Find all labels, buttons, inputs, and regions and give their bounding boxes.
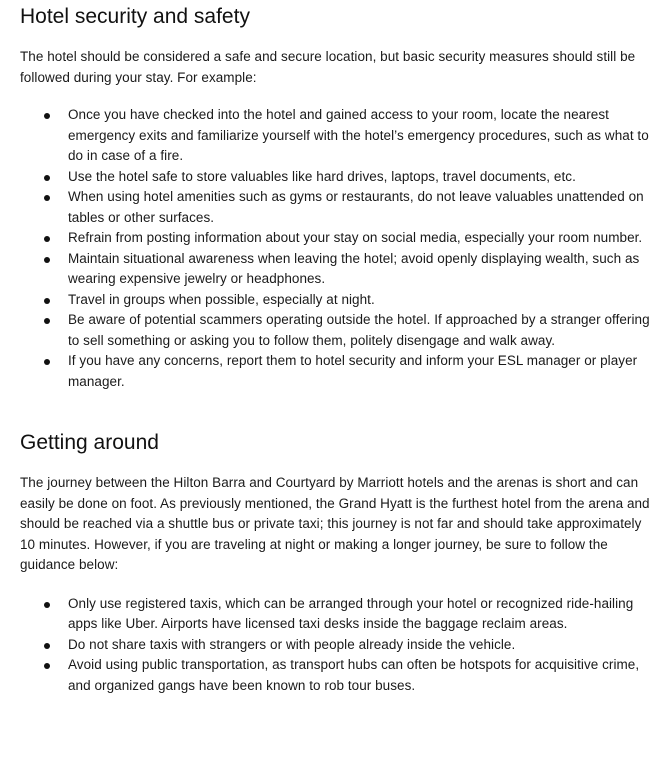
bullet-icon <box>44 643 50 649</box>
list-item-text: Refrain from posting information about your stay on social media, especially your room number. <box>68 230 643 245</box>
bullet-icon <box>44 113 50 119</box>
bullet-icon <box>44 257 50 263</box>
list-item-text: Travel in groups when possible, especially at night. <box>68 291 375 307</box>
list-item-text: When using hotel amenities such as gyms or restaurants, do not leave valuables unattended on tables or other surfaces. <box>68 189 644 225</box>
section-getting-around <box>20 430 650 696</box>
bullet-icon <box>44 175 50 181</box>
bullet-icon <box>44 236 50 242</box>
document-page <box>20 0 650 696</box>
list-item <box>20 105 650 167</box>
section-hotel-security <box>20 4 650 392</box>
list-item-text: If you have any concerns, report them to hotel security and inform your ESL manager or player manager. <box>68 353 638 389</box>
list-item <box>20 655 650 696</box>
list-item-text: Only use registered taxis, which can be arranged through your hotel or recognized ride-hailing apps like Uber. Airports have licensed taxi desks inside the baggage reclaim areas. <box>68 595 634 631</box>
list-item <box>20 290 650 311</box>
list-item <box>20 228 650 249</box>
list-item-text: Once you have checked into the hotel and gained access to your room, locate the nearest emergency exits and familiarize yourself with the hotel’s emergency procedures, such as what to do in case of a fire. <box>68 107 649 163</box>
list-item-text: Use the hotel safe to store valuables like hard drives, laptops, travel documents, etc. <box>68 168 576 184</box>
list-item <box>20 635 650 656</box>
bullet-icon <box>44 195 50 201</box>
section-title: Hotel security and safety <box>20 5 250 28</box>
bullet-icon <box>44 318 50 324</box>
list-item <box>20 594 650 635</box>
list-item-text: Maintain situational awareness when leaving the hotel; avoid openly displaying wealth, such as wearing expensive jewelry or headphones. <box>68 250 640 286</box>
list-item <box>20 310 650 351</box>
bullet-list <box>20 105 650 392</box>
bullet-icon <box>44 359 50 365</box>
section-title: Getting around <box>20 431 159 454</box>
list-item-text: Avoid using public transportation, as transport hubs can often be hotspots for acquisitive crime, and organized gangs have been known to rob tour buses. <box>68 657 640 693</box>
list-item <box>20 249 650 290</box>
list-item <box>20 167 650 188</box>
bullet-icon <box>44 663 50 669</box>
bullet-list <box>20 594 650 697</box>
list-item <box>20 187 650 228</box>
list-item-text: Do not share taxis with strangers or with people already inside the vehicle. <box>68 636 516 652</box>
list-item <box>20 351 650 392</box>
list-item-text: Be aware of potential scammers operating outside the hotel. If approached by a stranger offering to sell something or asking you to follow them, politely disengage and walk away. <box>68 312 650 348</box>
section-intro: The hotel should be considered a safe and secure location, but basic security measures should still be followed during your stay. For example: <box>20 49 636 85</box>
bullet-icon <box>44 602 50 608</box>
section-intro: The journey between the Hilton Barra and Courtyard by Marriott hotels and the arenas is short and can easily be done on foot. As previously mentioned, the Grand Hyatt is the furthest hotel from the arena and should be reached via a shuttle bus or private taxi; this journey is not far and should take approximately 10 minutes. However, if you are traveling at night or making a longer journey, be sure to follow the guidance below: <box>20 475 650 572</box>
bullet-icon <box>44 298 50 304</box>
